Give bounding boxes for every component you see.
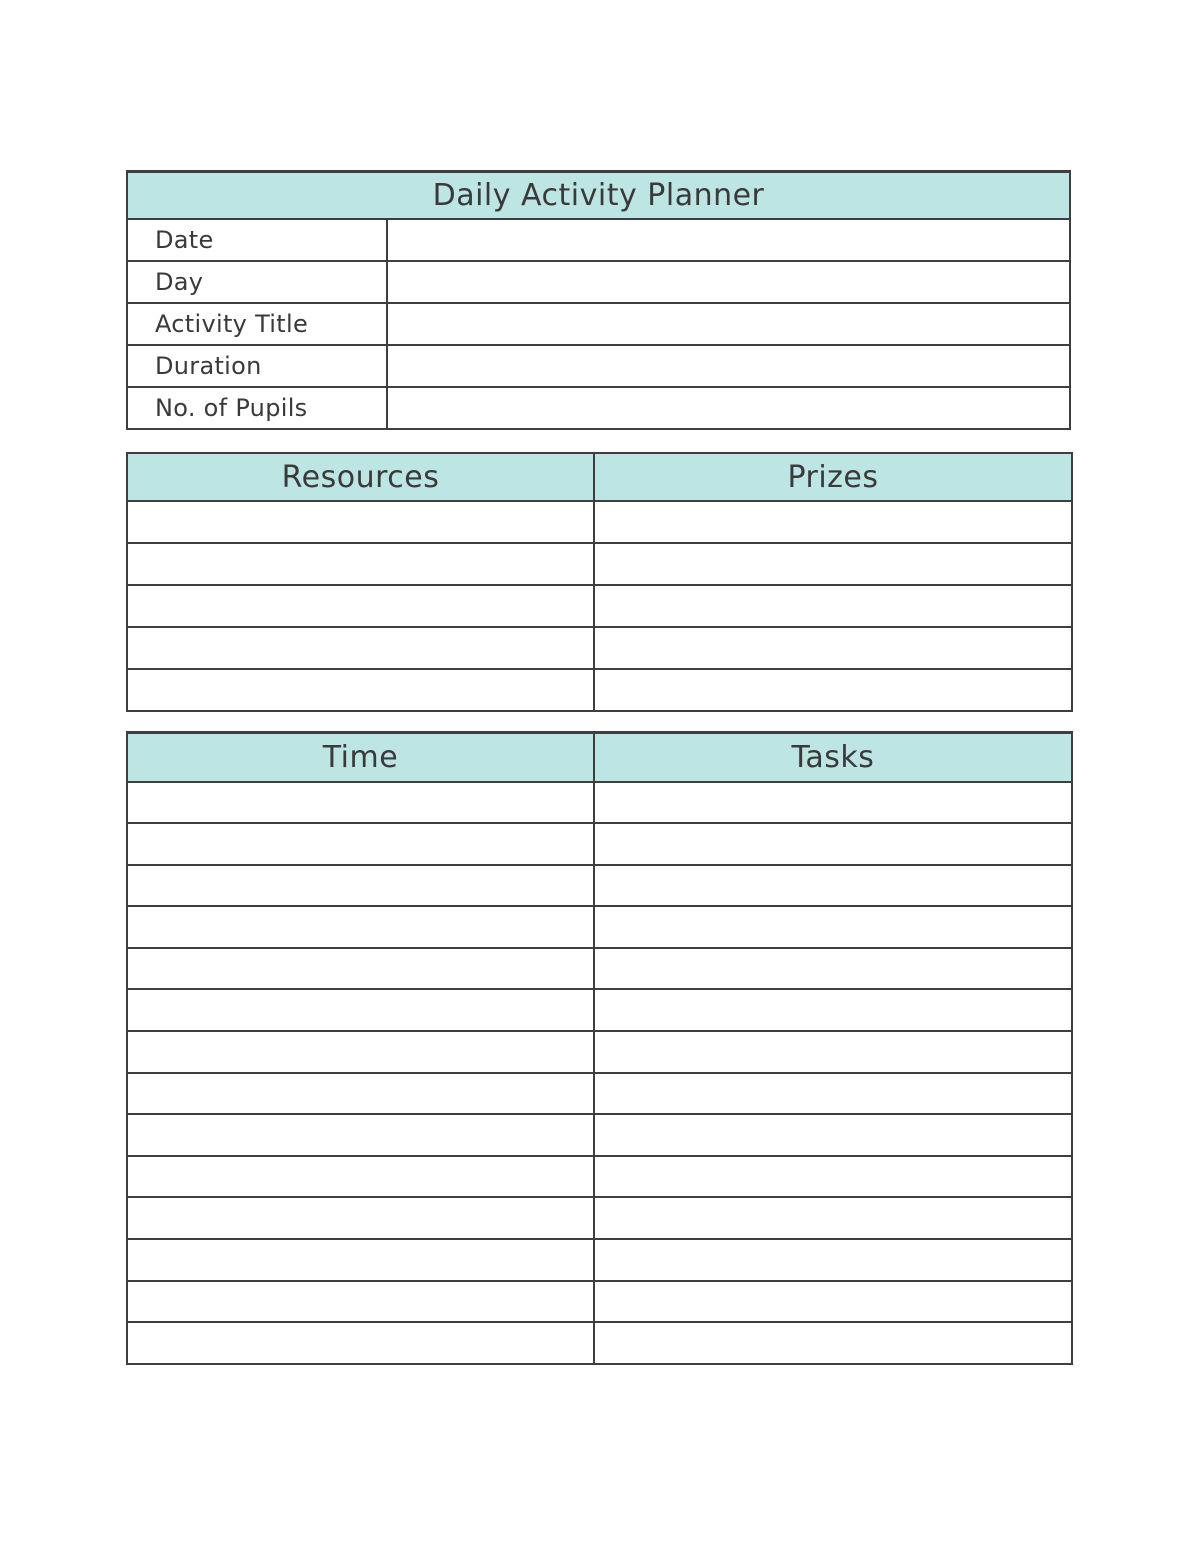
task-cell[interactable] xyxy=(594,823,1072,865)
field-label-date: Date xyxy=(127,219,387,261)
table-row xyxy=(127,823,1072,865)
time-cell[interactable] xyxy=(127,1322,594,1364)
task-cell[interactable] xyxy=(594,1197,1072,1239)
resources-prizes-header-row xyxy=(127,453,1072,501)
table-row xyxy=(127,1197,1072,1239)
table-row xyxy=(127,1031,1072,1073)
resource-cell[interactable] xyxy=(127,627,594,669)
time-header: Time xyxy=(127,733,594,782)
resources-prizes-table xyxy=(126,452,1073,712)
task-cell[interactable] xyxy=(594,1239,1072,1281)
task-cell[interactable] xyxy=(594,1073,1072,1115)
planner-title-row xyxy=(127,172,1070,219)
field-row-no-of-pupils xyxy=(127,387,1070,429)
field-value-date[interactable] xyxy=(387,219,1070,261)
time-tasks-body xyxy=(127,782,1072,1364)
field-label-no-of-pupils: No. of Pupils xyxy=(127,387,387,429)
task-cell[interactable] xyxy=(594,865,1072,907)
task-cell[interactable] xyxy=(594,948,1072,990)
field-label-activity-title: Activity Title xyxy=(127,303,387,345)
planner-info-table xyxy=(126,170,1071,430)
task-cell[interactable] xyxy=(594,1322,1072,1364)
task-cell[interactable] xyxy=(594,1281,1072,1323)
task-cell[interactable] xyxy=(594,1114,1072,1156)
table-row xyxy=(127,627,1072,669)
field-value-duration[interactable] xyxy=(387,345,1070,387)
table-row xyxy=(127,989,1072,1031)
table-row xyxy=(127,1156,1072,1198)
task-cell[interactable] xyxy=(594,989,1072,1031)
table-row xyxy=(127,865,1072,907)
table-row xyxy=(127,906,1072,948)
time-cell[interactable] xyxy=(127,782,594,824)
time-cell[interactable] xyxy=(127,1281,594,1323)
field-row-duration xyxy=(127,345,1070,387)
field-row-activity-title xyxy=(127,303,1070,345)
tasks-header: Tasks xyxy=(594,733,1072,782)
prize-cell[interactable] xyxy=(594,585,1072,627)
task-cell[interactable] xyxy=(594,782,1072,824)
table-row xyxy=(127,1114,1072,1156)
field-row-day xyxy=(127,261,1070,303)
time-cell[interactable] xyxy=(127,865,594,907)
prizes-header: Prizes xyxy=(594,453,1072,501)
task-cell[interactable] xyxy=(594,1031,1072,1073)
prize-cell[interactable] xyxy=(594,501,1072,543)
task-cell[interactable] xyxy=(594,1156,1072,1198)
time-cell[interactable] xyxy=(127,823,594,865)
resource-cell[interactable] xyxy=(127,501,594,543)
resources-prizes-body xyxy=(127,501,1072,711)
table-row xyxy=(127,1239,1072,1281)
table-row xyxy=(127,501,1072,543)
time-cell[interactable] xyxy=(127,948,594,990)
table-row xyxy=(127,585,1072,627)
resource-cell[interactable] xyxy=(127,669,594,711)
resources-header: Resources xyxy=(127,453,594,501)
time-cell[interactable] xyxy=(127,1073,594,1115)
prize-cell[interactable] xyxy=(594,627,1072,669)
table-row xyxy=(127,948,1072,990)
table-row xyxy=(127,1281,1072,1323)
time-tasks-header-row xyxy=(127,733,1072,782)
field-label-duration: Duration xyxy=(127,345,387,387)
table-row xyxy=(127,543,1072,585)
resource-cell[interactable] xyxy=(127,543,594,585)
field-value-day[interactable] xyxy=(387,261,1070,303)
table-row xyxy=(127,669,1072,711)
task-cell[interactable] xyxy=(594,906,1072,948)
time-cell[interactable] xyxy=(127,989,594,1031)
time-cell[interactable] xyxy=(127,1239,594,1281)
table-row xyxy=(127,782,1072,824)
time-tasks-table xyxy=(126,731,1073,1365)
time-cell[interactable] xyxy=(127,906,594,948)
table-row xyxy=(127,1322,1072,1364)
resource-cell[interactable] xyxy=(127,585,594,627)
table-row xyxy=(127,1073,1072,1115)
prize-cell[interactable] xyxy=(594,669,1072,711)
field-label-day: Day xyxy=(127,261,387,303)
time-cell[interactable] xyxy=(127,1156,594,1198)
time-cell[interactable] xyxy=(127,1197,594,1239)
field-value-no-of-pupils[interactable] xyxy=(387,387,1070,429)
time-cell[interactable] xyxy=(127,1031,594,1073)
time-cell[interactable] xyxy=(127,1114,594,1156)
field-row-date xyxy=(127,219,1070,261)
field-value-activity-title[interactable] xyxy=(387,303,1070,345)
prize-cell[interactable] xyxy=(594,543,1072,585)
planner-title: Daily Activity Planner xyxy=(127,172,1070,219)
